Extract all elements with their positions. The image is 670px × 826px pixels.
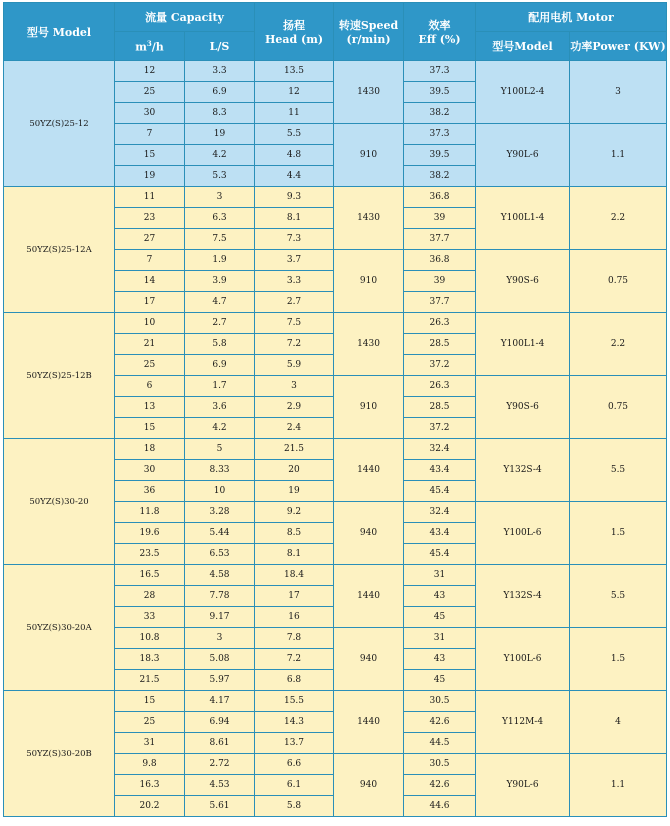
motor-power-cell: 1.5 bbox=[570, 502, 667, 565]
model-group bbox=[4, 313, 667, 439]
eff-cell: 28.5 bbox=[404, 334, 476, 355]
header-speed-cn: 转速Speed bbox=[338, 19, 399, 32]
head-cell: 11 bbox=[255, 103, 334, 124]
eff-cell: 45 bbox=[404, 670, 476, 691]
model-cell: 50YZ(S)25-12A bbox=[4, 187, 115, 313]
capacity-ls-cell: 6.94 bbox=[185, 712, 255, 733]
eff-cell: 38.2 bbox=[404, 103, 476, 124]
capacity-m3h-cell: 13 bbox=[115, 397, 185, 418]
capacity-m3h-cell: 16.3 bbox=[115, 775, 185, 796]
table-row bbox=[4, 187, 667, 208]
model-cell: 50YZ(S)25-12 bbox=[4, 61, 115, 187]
head-cell: 13.7 bbox=[255, 733, 334, 754]
head-cell: 6.8 bbox=[255, 670, 334, 691]
capacity-ls-cell: 4.2 bbox=[185, 418, 255, 439]
capacity-m3h-cell: 27 bbox=[115, 229, 185, 250]
eff-cell: 45.4 bbox=[404, 544, 476, 565]
m3h-tail: /h bbox=[151, 40, 164, 54]
eff-cell: 37.3 bbox=[404, 124, 476, 145]
capacity-m3h-cell: 36 bbox=[115, 481, 185, 502]
header-eff-cn: 效率 bbox=[428, 19, 451, 32]
capacity-ls-cell: 5.97 bbox=[185, 670, 255, 691]
head-cell: 15.5 bbox=[255, 691, 334, 712]
eff-cell: 43 bbox=[404, 586, 476, 607]
capacity-m3h-cell: 10 bbox=[115, 313, 185, 334]
capacity-m3h-cell: 25 bbox=[115, 712, 185, 733]
model-cell: 50YZ(S)25-12B bbox=[4, 313, 115, 439]
head-cell: 5.5 bbox=[255, 124, 334, 145]
model-group bbox=[4, 691, 667, 817]
head-cell: 8.1 bbox=[255, 544, 334, 565]
head-cell: 3.3 bbox=[255, 271, 334, 292]
eff-cell: 38.2 bbox=[404, 166, 476, 187]
capacity-m3h-cell: 15 bbox=[115, 691, 185, 712]
eff-cell: 28.5 bbox=[404, 397, 476, 418]
motor-model-cell: Y100L1-4 bbox=[476, 187, 570, 250]
model-group bbox=[4, 439, 667, 565]
speed-cell: 1440 bbox=[334, 565, 404, 628]
capacity-ls-cell: 8.61 bbox=[185, 733, 255, 754]
head-cell: 20 bbox=[255, 460, 334, 481]
motor-power-cell: 5.5 bbox=[570, 565, 667, 628]
head-cell: 4.8 bbox=[255, 145, 334, 166]
eff-cell: 45 bbox=[404, 607, 476, 628]
capacity-ls-cell: 3.6 bbox=[185, 397, 255, 418]
model-group bbox=[4, 61, 667, 187]
m3h-sup: 3 bbox=[146, 38, 152, 48]
eff-cell: 37.2 bbox=[404, 355, 476, 376]
capacity-ls-cell: 6.53 bbox=[185, 544, 255, 565]
header-capacity-m3h bbox=[115, 32, 185, 61]
header-model: 型号 Model bbox=[4, 3, 115, 61]
eff-cell: 43.4 bbox=[404, 523, 476, 544]
capacity-m3h-cell: 12 bbox=[115, 61, 185, 82]
header-speed-en: (r/min) bbox=[346, 33, 391, 46]
capacity-m3h-cell: 11.8 bbox=[115, 502, 185, 523]
speed-cell: 940 bbox=[334, 502, 404, 565]
capacity-ls-cell: 10 bbox=[185, 481, 255, 502]
head-cell: 16 bbox=[255, 607, 334, 628]
head-cell: 2.9 bbox=[255, 397, 334, 418]
motor-model-cell: Y100L-6 bbox=[476, 628, 570, 691]
head-cell: 9.2 bbox=[255, 502, 334, 523]
capacity-m3h-cell: 25 bbox=[115, 82, 185, 103]
speed-cell: 910 bbox=[334, 376, 404, 439]
motor-model-cell: Y90S-6 bbox=[476, 250, 570, 313]
head-cell: 5.9 bbox=[255, 355, 334, 376]
head-cell: 8.5 bbox=[255, 523, 334, 544]
eff-cell: 39.5 bbox=[404, 82, 476, 103]
capacity-m3h-cell: 33 bbox=[115, 607, 185, 628]
head-cell: 6.6 bbox=[255, 754, 334, 775]
head-cell: 21.5 bbox=[255, 439, 334, 460]
header-head-en: Head (m) bbox=[264, 33, 324, 46]
capacity-m3h-cell: 15 bbox=[115, 145, 185, 166]
motor-power-cell: 1.1 bbox=[570, 754, 667, 817]
pump-performance-table bbox=[3, 2, 667, 817]
eff-cell: 32.4 bbox=[404, 502, 476, 523]
eff-cell: 42.6 bbox=[404, 775, 476, 796]
capacity-ls-cell: 3.9 bbox=[185, 271, 255, 292]
eff-cell: 32.4 bbox=[404, 439, 476, 460]
capacity-ls-cell: 3 bbox=[185, 187, 255, 208]
head-cell: 19 bbox=[255, 481, 334, 502]
motor-model-cell: Y90S-6 bbox=[476, 376, 570, 439]
pump-spec-sheet bbox=[3, 2, 666, 817]
head-cell: 3.7 bbox=[255, 250, 334, 271]
eff-cell: 26.3 bbox=[404, 376, 476, 397]
capacity-m3h-cell: 20.2 bbox=[115, 796, 185, 817]
eff-cell: 42.6 bbox=[404, 712, 476, 733]
capacity-ls-cell: 5.8 bbox=[185, 334, 255, 355]
capacity-ls-cell: 3.28 bbox=[185, 502, 255, 523]
head-cell: 14.3 bbox=[255, 712, 334, 733]
capacity-ls-cell: 1.7 bbox=[185, 376, 255, 397]
capacity-m3h-cell: 15 bbox=[115, 418, 185, 439]
motor-power-cell: 4 bbox=[570, 691, 667, 754]
eff-cell: 39 bbox=[404, 271, 476, 292]
capacity-m3h-cell: 30 bbox=[115, 103, 185, 124]
capacity-ls-cell: 8.33 bbox=[185, 460, 255, 481]
m3h-base: m bbox=[135, 40, 147, 54]
head-cell: 2.7 bbox=[255, 292, 334, 313]
capacity-m3h-cell: 21.5 bbox=[115, 670, 185, 691]
capacity-m3h-cell: 25 bbox=[115, 355, 185, 376]
header-head bbox=[255, 3, 334, 61]
head-cell: 7.5 bbox=[255, 313, 334, 334]
header-motor-model: 型号Model bbox=[476, 32, 570, 61]
eff-cell: 44.5 bbox=[404, 733, 476, 754]
motor-model-cell: Y100L2-4 bbox=[476, 61, 570, 124]
motor-power-cell: 2.2 bbox=[570, 313, 667, 376]
model-cell: 50YZ(S)30-20B bbox=[4, 691, 115, 817]
capacity-m3h-cell: 17 bbox=[115, 292, 185, 313]
table-row bbox=[4, 439, 667, 460]
speed-cell: 1440 bbox=[334, 691, 404, 754]
capacity-m3h-cell: 18 bbox=[115, 439, 185, 460]
header-speed bbox=[334, 3, 404, 61]
capacity-ls-cell: 7.78 bbox=[185, 586, 255, 607]
motor-power-cell: 1.1 bbox=[570, 124, 667, 187]
eff-cell: 43.4 bbox=[404, 460, 476, 481]
motor-model-cell: Y90L-6 bbox=[476, 124, 570, 187]
capacity-ls-cell: 19 bbox=[185, 124, 255, 145]
head-cell: 6.1 bbox=[255, 775, 334, 796]
capacity-ls-cell: 6.9 bbox=[185, 82, 255, 103]
capacity-m3h-cell: 7 bbox=[115, 124, 185, 145]
motor-model-cell: Y132S-4 bbox=[476, 439, 570, 502]
capacity-m3h-cell: 9.8 bbox=[115, 754, 185, 775]
capacity-m3h-cell: 10.8 bbox=[115, 628, 185, 649]
eff-cell: 39.5 bbox=[404, 145, 476, 166]
eff-cell: 37.7 bbox=[404, 229, 476, 250]
capacity-m3h-cell: 23.5 bbox=[115, 544, 185, 565]
motor-model-cell: Y90L-6 bbox=[476, 754, 570, 817]
capacity-m3h-cell: 19.6 bbox=[115, 523, 185, 544]
capacity-m3h-cell: 31 bbox=[115, 733, 185, 754]
eff-cell: 31 bbox=[404, 628, 476, 649]
capacity-m3h-cell: 19 bbox=[115, 166, 185, 187]
head-cell: 5.8 bbox=[255, 796, 334, 817]
speed-cell: 940 bbox=[334, 754, 404, 817]
eff-cell: 37.2 bbox=[404, 418, 476, 439]
head-cell: 7.8 bbox=[255, 628, 334, 649]
capacity-ls-cell: 5.44 bbox=[185, 523, 255, 544]
capacity-ls-cell: 3 bbox=[185, 628, 255, 649]
table-row bbox=[4, 313, 667, 334]
header-capacity: 流量 Capacity bbox=[115, 3, 255, 32]
head-cell: 3 bbox=[255, 376, 334, 397]
motor-model-cell: Y100L1-4 bbox=[476, 313, 570, 376]
header-eff bbox=[404, 3, 476, 61]
motor-power-cell: 0.75 bbox=[570, 250, 667, 313]
eff-cell: 39 bbox=[404, 208, 476, 229]
speed-cell: 910 bbox=[334, 250, 404, 313]
capacity-ls-cell: 6.3 bbox=[185, 208, 255, 229]
capacity-ls-cell: 1.9 bbox=[185, 250, 255, 271]
head-cell: 2.4 bbox=[255, 418, 334, 439]
model-cell: 50YZ(S)30-20A bbox=[4, 565, 115, 691]
header-capacity-ls: L/S bbox=[185, 32, 255, 61]
eff-cell: 30.5 bbox=[404, 754, 476, 775]
head-cell: 7.3 bbox=[255, 229, 334, 250]
table-row bbox=[4, 565, 667, 586]
eff-cell: 31 bbox=[404, 565, 476, 586]
eff-cell: 44.6 bbox=[404, 796, 476, 817]
header-eff-en: Eff (%) bbox=[418, 33, 461, 46]
capacity-ls-cell: 2.72 bbox=[185, 754, 255, 775]
capacity-m3h-cell: 16.5 bbox=[115, 565, 185, 586]
head-cell: 7.2 bbox=[255, 334, 334, 355]
eff-cell: 36.8 bbox=[404, 187, 476, 208]
head-cell: 8.1 bbox=[255, 208, 334, 229]
speed-cell: 940 bbox=[334, 628, 404, 691]
motor-power-cell: 5.5 bbox=[570, 439, 667, 502]
capacity-ls-cell: 5 bbox=[185, 439, 255, 460]
eff-cell: 37.3 bbox=[404, 61, 476, 82]
capacity-m3h-cell: 6 bbox=[115, 376, 185, 397]
eff-cell: 37.7 bbox=[404, 292, 476, 313]
table-row bbox=[4, 691, 667, 712]
motor-power-cell: 1.5 bbox=[570, 628, 667, 691]
capacity-m3h-cell: 28 bbox=[115, 586, 185, 607]
capacity-ls-cell: 8.3 bbox=[185, 103, 255, 124]
capacity-m3h-cell: 23 bbox=[115, 208, 185, 229]
head-cell: 12 bbox=[255, 82, 334, 103]
table-row bbox=[4, 61, 667, 82]
eff-cell: 45.4 bbox=[404, 481, 476, 502]
capacity-ls-cell: 6.9 bbox=[185, 355, 255, 376]
head-cell: 13.5 bbox=[255, 61, 334, 82]
speed-cell: 1430 bbox=[334, 313, 404, 376]
motor-power-cell: 0.75 bbox=[570, 376, 667, 439]
eff-cell: 26.3 bbox=[404, 313, 476, 334]
capacity-ls-cell: 7.5 bbox=[185, 229, 255, 250]
capacity-m3h-cell: 14 bbox=[115, 271, 185, 292]
speed-cell: 910 bbox=[334, 124, 404, 187]
head-cell: 9.3 bbox=[255, 187, 334, 208]
capacity-ls-cell: 4.53 bbox=[185, 775, 255, 796]
motor-model-cell: Y132S-4 bbox=[476, 565, 570, 628]
capacity-ls-cell: 5.3 bbox=[185, 166, 255, 187]
head-cell: 18.4 bbox=[255, 565, 334, 586]
capacity-m3h-cell: 7 bbox=[115, 250, 185, 271]
header-motor-power: 功率Power (KW) bbox=[570, 32, 667, 61]
speed-cell: 1440 bbox=[334, 439, 404, 502]
motor-model-cell: Y112M-4 bbox=[476, 691, 570, 754]
model-group bbox=[4, 565, 667, 691]
capacity-ls-cell: 9.17 bbox=[185, 607, 255, 628]
motor-power-cell: 3 bbox=[570, 61, 667, 124]
table-header bbox=[4, 3, 667, 61]
eff-cell: 36.8 bbox=[404, 250, 476, 271]
motor-model-cell: Y100L-6 bbox=[476, 502, 570, 565]
eff-cell: 43 bbox=[404, 649, 476, 670]
head-cell: 4.4 bbox=[255, 166, 334, 187]
head-cell: 17 bbox=[255, 586, 334, 607]
capacity-m3h-cell: 11 bbox=[115, 187, 185, 208]
capacity-ls-cell: 5.08 bbox=[185, 649, 255, 670]
capacity-ls-cell: 2.7 bbox=[185, 313, 255, 334]
capacity-m3h-cell: 18.3 bbox=[115, 649, 185, 670]
capacity-m3h-cell: 30 bbox=[115, 460, 185, 481]
header-head-cn: 扬程 bbox=[283, 19, 306, 32]
capacity-m3h-cell: 21 bbox=[115, 334, 185, 355]
capacity-ls-cell: 3.3 bbox=[185, 61, 255, 82]
motor-power-cell: 2.2 bbox=[570, 187, 667, 250]
speed-cell: 1430 bbox=[334, 187, 404, 250]
capacity-ls-cell: 4.58 bbox=[185, 565, 255, 586]
head-cell: 7.2 bbox=[255, 649, 334, 670]
capacity-ls-cell: 4.2 bbox=[185, 145, 255, 166]
capacity-ls-cell: 5.61 bbox=[185, 796, 255, 817]
eff-cell: 30.5 bbox=[404, 691, 476, 712]
model-cell: 50YZ(S)30-20 bbox=[4, 439, 115, 565]
capacity-ls-cell: 4.17 bbox=[185, 691, 255, 712]
model-group bbox=[4, 187, 667, 313]
speed-cell: 1430 bbox=[334, 61, 404, 124]
capacity-ls-cell: 4.7 bbox=[185, 292, 255, 313]
header-motor: 配用电机 Motor bbox=[476, 3, 667, 32]
